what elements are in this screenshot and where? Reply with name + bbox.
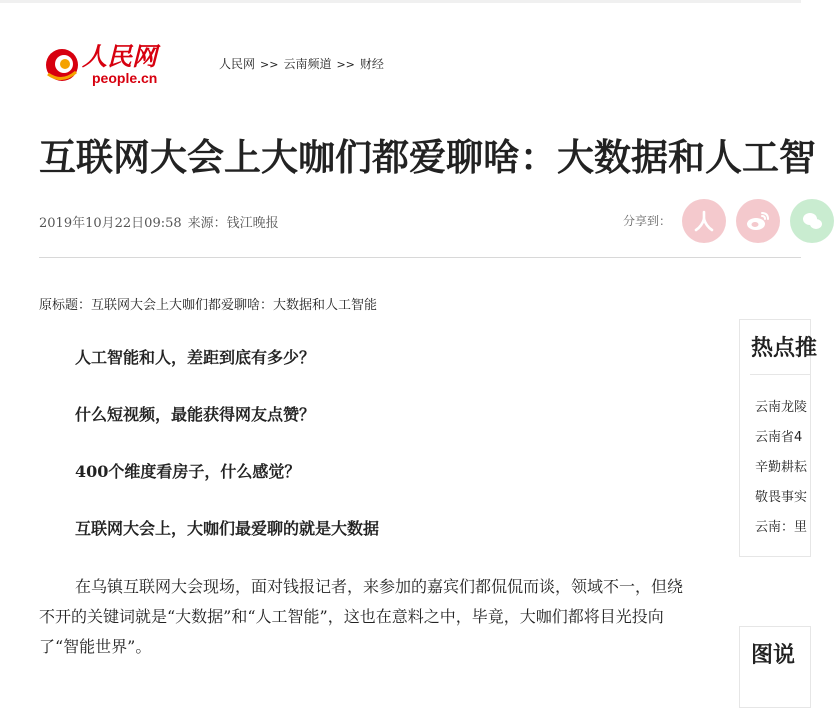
article-paragraph: 人工智能和人，差距到底有多少？ [75, 348, 316, 367]
sidebar-hot-title: 热点推 [751, 336, 818, 361]
sidebar-hot-news [739, 319, 818, 557]
breadcrumb-separator: >> [260, 58, 279, 71]
share-weibo-button[interactable] [736, 199, 780, 243]
breadcrumb [219, 55, 384, 72]
weibo-icon [745, 210, 771, 232]
article-paragraph: 在乌镇互联网大会现场，面对钱报记者，来参加的嘉宾们都侃侃而谈，领域不一，但绕不开的关键词就是“大数据”和“人工智能”，这也在意料之中，毕竟，大咖们都将目光投向了“智能世界”。 [39, 577, 684, 656]
article-meta [39, 212, 279, 231]
hot-news-item[interactable]: 云南省4 [755, 430, 803, 445]
logo-chinese-text: 人民网 [82, 42, 158, 71]
sidebar-picture-news [739, 626, 811, 708]
article-paragraph: 400个维度看房子，什么感觉？ [75, 462, 301, 481]
share-wechat-button[interactable] [790, 199, 834, 243]
breadcrumb-item-yunnan[interactable]: 云南频道 [283, 57, 332, 71]
original-title: 原标题：互联网大会上大咖们都爱聊啥：大数据和人工智能 [39, 298, 378, 313]
share-label: 分享到： [623, 214, 672, 228]
header-divider [39, 257, 801, 258]
breadcrumb-item-people[interactable]: 人民网 [219, 57, 256, 71]
article-title: 互联网大会上大咖们都爱聊啥：大数据和人工智 [39, 135, 816, 179]
top-border [0, 0, 801, 3]
hot-news-item[interactable]: 云南：里 [755, 520, 808, 535]
hot-news-item[interactable]: 云南龙陵 [755, 400, 808, 415]
logo-english-text: people.cn [92, 70, 158, 86]
breadcrumb-separator: >> [336, 58, 355, 71]
site-logo[interactable] [40, 42, 160, 88]
people-logo-icon [42, 44, 82, 84]
hot-news-item[interactable]: 敬畏事实 [755, 490, 808, 505]
sidebar-pic-title: 图说 [751, 643, 796, 668]
wechat-icon [800, 209, 824, 233]
share-people-button[interactable] [682, 199, 726, 243]
article-paragraph: 互联网大会上，大咖们最爱聊的就是大数据 [75, 519, 380, 538]
article-paragraph: 什么短视频，最能获得网友点赞？ [75, 405, 316, 424]
sidebar-divider [750, 374, 810, 375]
breadcrumb-item-finance[interactable]: 财经 [359, 57, 384, 71]
publish-date: 2019年10月22日09:58 [39, 216, 182, 231]
people-share-icon [692, 209, 716, 233]
hot-news-item[interactable]: 辛勤耕耘 [755, 460, 808, 475]
source-link[interactable]: 钱江晚报 [226, 216, 279, 231]
source-label: 来源： [187, 216, 227, 231]
